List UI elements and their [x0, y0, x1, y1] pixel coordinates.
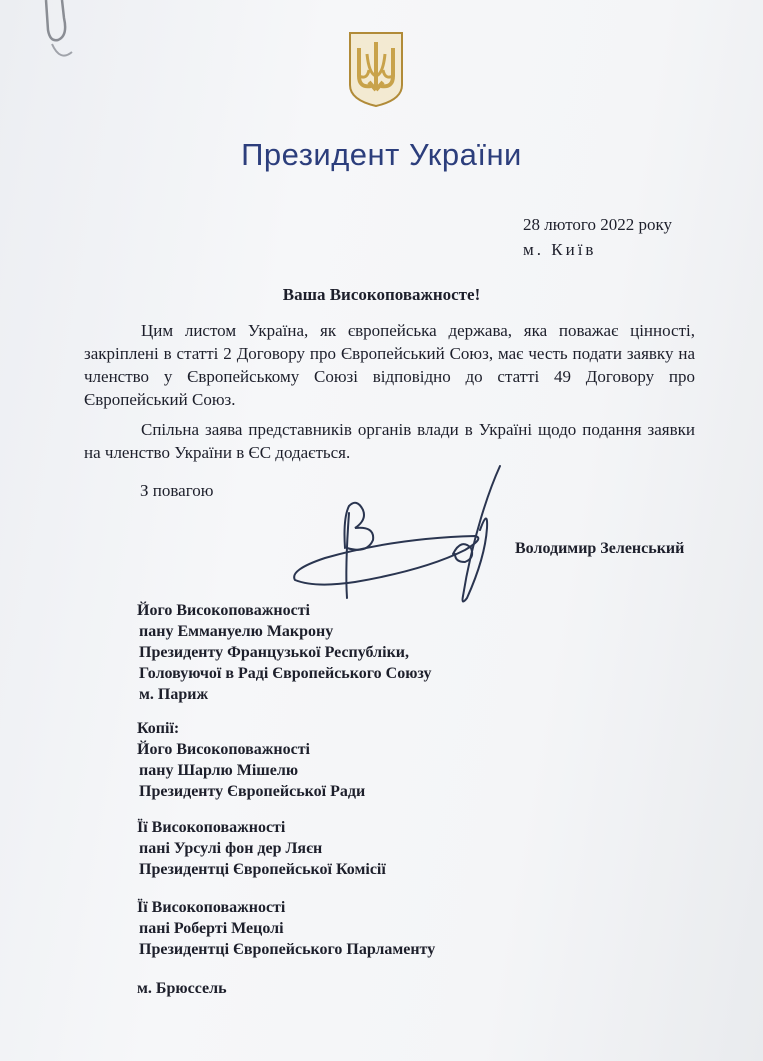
address-line: м. Брюссель [137, 980, 227, 997]
recipient-block [137, 600, 432, 705]
address-line: пану Еммануелю Макрону [139, 623, 334, 640]
address-line: м. Париж [139, 686, 209, 703]
copies-block [137, 718, 365, 802]
copies-city [137, 978, 227, 999]
address-line: Її Високоповажності [137, 819, 286, 836]
address-line: Його Високоповажності [137, 741, 310, 758]
staple-icon [38, 0, 78, 70]
copy-recipient-block [137, 817, 386, 880]
address-line: пану Шарлю Мішелю [139, 762, 299, 779]
body-paragraph: Цим листом Україна, як європейська держава, яка поважає цінності, закріплені в статті 2 Договору про Європейський Союз, має честь подати заявку на членство у Європейському Союзі відповідно до статті 49 Договору про Європейський Союз. [84, 321, 695, 409]
address-line: Президентці Європейського Парламенту [139, 941, 436, 958]
letter-city: м. Київ [523, 240, 597, 259]
coat-of-arms-icon [347, 30, 405, 108]
salutation: Ваша Високоповажносте! [282, 285, 481, 304]
signer-name: Володимир Зеленський [515, 540, 685, 557]
address-line: Його Високоповажності [137, 602, 310, 619]
copies-label: Копії: [137, 720, 180, 737]
body-paragraph: Спільна заява представників органів влади в Україні щодо подання заявки на членство України в ЄС додається. [84, 420, 695, 462]
letter-date: 28 лютого 2022 року [523, 215, 672, 234]
address-line: Президенту Європейської Ради [139, 783, 366, 800]
address-line: Президентці Європейської Комісії [139, 861, 386, 878]
address-line: пані Урсулі фон дер Ляєн [139, 840, 323, 857]
address-line: Головуючої в Раді Європейського Союзу [139, 665, 432, 682]
copy-recipient-block [137, 897, 435, 960]
signature-icon [285, 458, 510, 610]
closing: З повагою [140, 481, 214, 500]
address-line: Президенту Французької Республіки, [139, 644, 410, 661]
address-line: Її Високоповажності [137, 899, 286, 916]
address-line: пані Роберті Мецолі [139, 920, 284, 937]
page-title: Президент України [241, 137, 522, 172]
